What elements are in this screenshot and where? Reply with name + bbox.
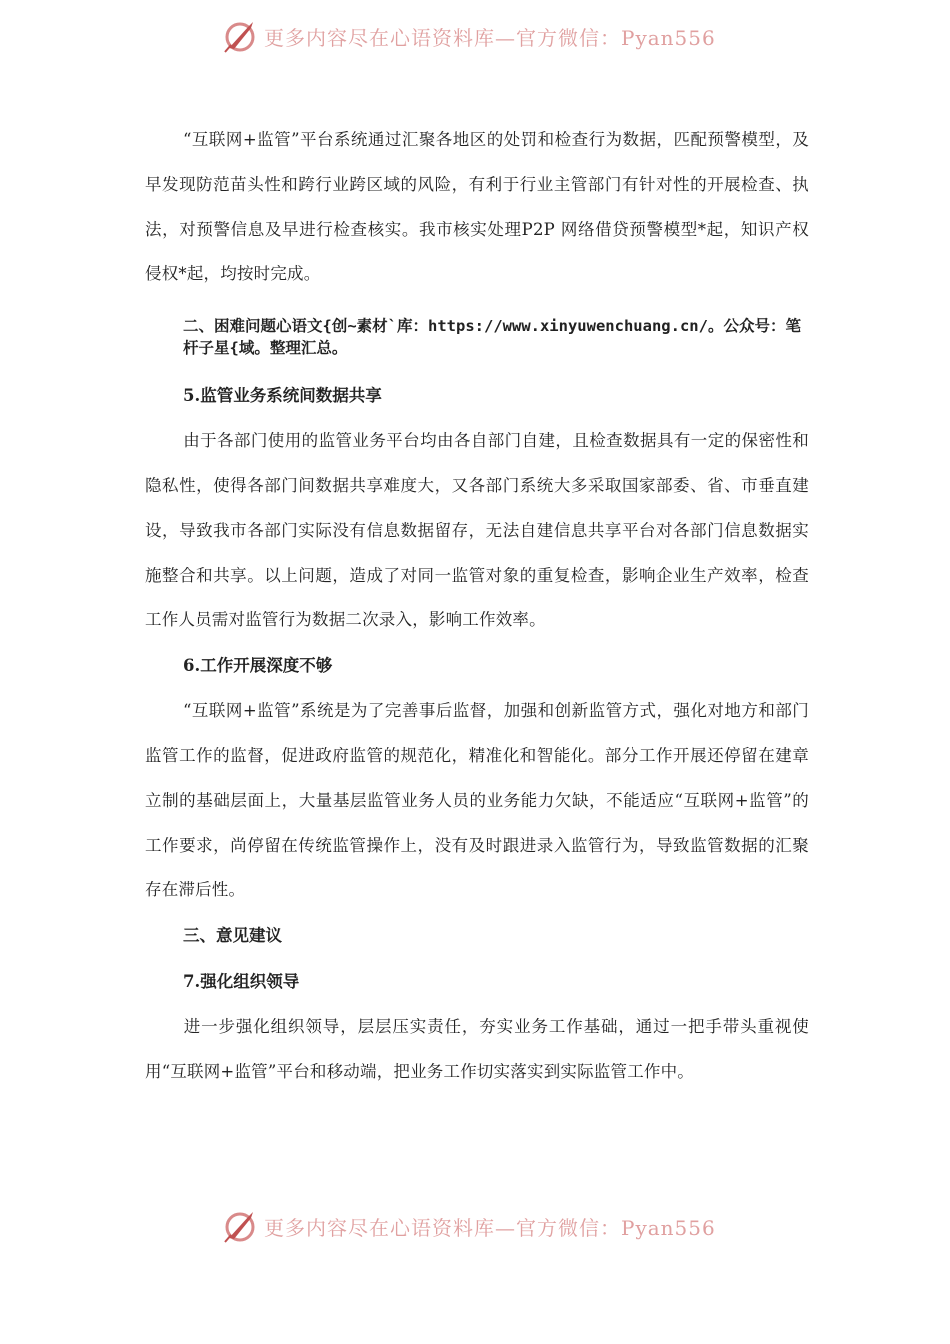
banner-text: 更多内容尽在心语资料库—官方微信：Pyan556 — [264, 25, 716, 50]
paragraph-platform-warning: “互联网+监管”平台系统通过汇聚各地区的处罚和检查行为数据，匹配预警模型，及早发现防范苗头性和跨行业跨区域的风险，有利于行业主管部门有针对性的开展检查、执法，对预警信息及早进行检查核实。我市核实处理P2P 网络借贷预警模型*起，知识产权侵权*起，均按时完成。 — [145, 130, 809, 284]
paragraph-work-depth: “互联网+监管”系统是为了完善事后监督，加强和创新监管方式，强化对地方和部门监管工作的监督，促进政府监管的规范化，精准化和智能化。部分工作开展还停留在建章立制的基础层面上，大量基层监管业务人员的业务能力欠缺，不能适应“互联网+监管”的工作要求，尚停留在传统监管操作上，没有及时跟进录入监管行为，导致监管数据的汇聚存在滞后性。 — [145, 701, 809, 900]
header-banner — [222, 16, 742, 56]
section-heading-suggestions: 三、意见建议 — [183, 926, 282, 946]
subheading-work-depth: 6.工作开展深度不够 — [183, 656, 333, 676]
pen-nib-circle-logo-icon — [222, 18, 258, 54]
paragraph-data-sharing: 由于各部门使用的监管业务平台均由各自部门自建，且检查数据具有一定的保密性和隐私性，使得各部门间数据共享难度大，又各部门系统大多采取国家部委、省、市垂直建设，导致我市各部门实际没有信息数据留存，无法自建信息共享平台对各部门信息数据实施整合和共享。以上问题，造成了对同一监管对象的重复检查，影响企业生产效率，检查工作人员需对监管行为数据二次录入，影响工作效率。 — [145, 431, 809, 630]
document-body — [145, 118, 809, 1095]
subheading-data-sharing: 5.监管业务系统间数据共享 — [183, 386, 382, 406]
banner-text: 更多内容尽在心语资料库—官方微信：Pyan556 — [264, 1215, 716, 1240]
section-heading-difficulties: 二、困难问题心语文{创~素材`库：https://www.xinyuwenchuang.cn/。公众号：笔杆子星{域。整理汇总。 — [183, 317, 801, 358]
pen-nib-circle-logo-icon — [222, 1208, 258, 1244]
footer-banner — [222, 1206, 742, 1246]
paragraph-leadership: 进一步强化组织领导，层层压实责任，夯实业务工作基础，通过一把手带头重视使用“互联网+监管”平台和移动端，把业务工作切实落实到实际监管工作中。 — [145, 1017, 809, 1081]
subheading-leadership: 7.强化组织领导 — [183, 972, 300, 992]
